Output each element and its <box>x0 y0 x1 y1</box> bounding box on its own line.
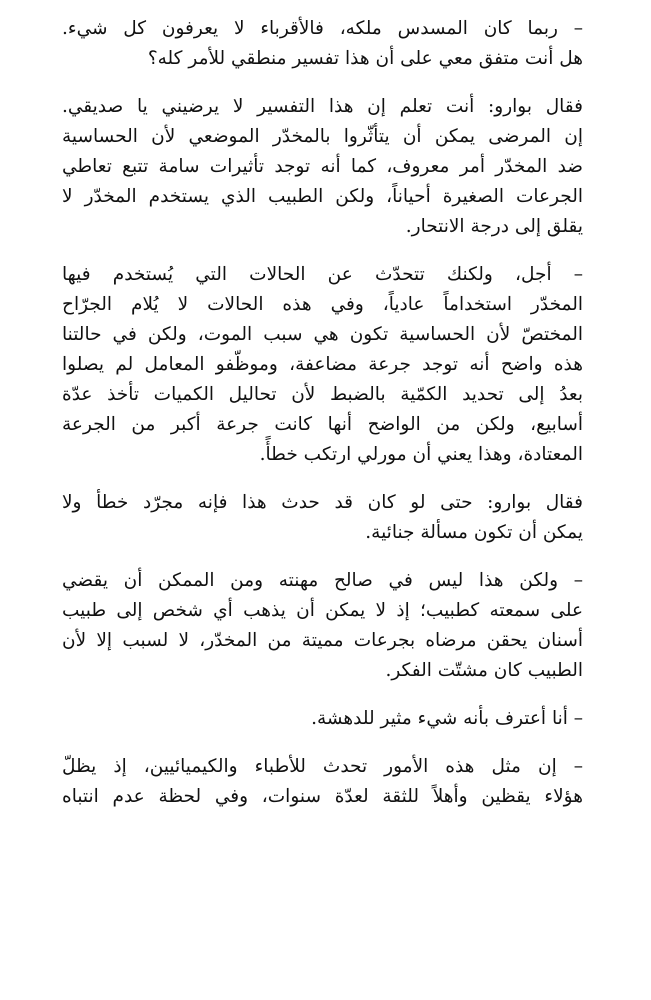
paragraph <box>62 566 583 686</box>
paragraph <box>62 92 583 242</box>
text-line: يمكن أن تكون مسألة جنائية. <box>365 522 583 543</box>
paragraph-spacer <box>62 686 583 704</box>
text-line: – ربما كان المسدس ملكه، فالأقرباء لا يعرفون كل شيء. <box>62 18 583 39</box>
text-line: المعتادة، وهذا يعني أن مورلي ارتكب خطأً. <box>259 444 583 465</box>
text-line: هل أنت متفق معي على أن هذا تفسير منطقي للأمر كله؟ <box>147 48 583 69</box>
text-line: إن المرضى يمكن أن يتأثّروا بالمخدّر الموضعي لأن الحساسية <box>62 126 583 147</box>
paragraph-spacer <box>62 470 583 488</box>
text-line: بعدُ إلى تحديد الكمّية بالضبط لأن تحاليل الكميات تأخذ عدّة <box>62 384 583 405</box>
text-line: يقلق إلى درجة الانتحار. <box>405 216 583 237</box>
paragraph-spacer <box>62 548 583 566</box>
text-line: على سمعته كطبيب؛ إذ لا يمكن أن يذهب أي شخص إلى طبيب <box>62 600 583 621</box>
text-line: المختصّ لأن الحساسية تكون هي سبب الموت، ولكن في حالتنا <box>62 324 583 345</box>
paragraph-spacer <box>62 734 583 752</box>
text-line: – إن مثل هذه الأمور تحدث للأطباء والكيميائيين، إذ يظلّ <box>62 756 583 777</box>
paragraph <box>62 704 583 734</box>
text-line: المخدّر استخداماً عادياً، وفي هذه الحالات لا يُلام الجرّاح <box>62 294 583 315</box>
text-line: – أجل، ولكنك تتحدّث عن الحالات التي يُستخدم فيها <box>62 264 583 285</box>
text-line: فقال بوارو: حتى لو كان قد حدث هذا فإنه مجرّد خطأ ولا <box>62 492 583 513</box>
paragraph-spacer <box>62 74 583 92</box>
paragraph <box>62 488 583 548</box>
paragraph-spacer <box>62 242 583 260</box>
text-line: أسابيع، ولكن من الواضح أنها كانت جرعة أكبر من الجرعة <box>62 414 583 435</box>
text-line: الطبيب كان مشتّت الفكر. <box>385 660 583 681</box>
text-line: هذه واضح أنه توجد جرعة مضاعفة، وموظّفو المعامل لم يصلوا <box>62 354 583 375</box>
text-line: فقال بوارو: أنت تعلم إن هذا التفسير لا يرضيني يا صديقي. <box>62 96 583 117</box>
paragraph <box>62 752 583 812</box>
paragraph <box>62 14 583 74</box>
text-line: هؤلاء يقظين وأهلاً للثقة لعدّة سنوات، وفي لحظة عدم انتباه <box>62 786 583 807</box>
text-line: الجرعات الصغيرة أحياناً، ولكن الطبيب الذي يستخدم المخدّر لا <box>62 186 583 207</box>
text-line: ضد المخدّر أمر معروف، كما أنه توجد تأثيرات سامة تتبع تعاطي <box>62 156 583 177</box>
text-line: أسنان يحقن مرضاه بجرعات مميتة من المخدّر، لا لسبب إلا لأن <box>62 630 583 651</box>
paragraph <box>62 260 583 470</box>
text-line: – أنا أعترف بأنه شيء مثير للدهشة. <box>311 708 583 729</box>
text-line: – ولكن هذا ليس في صالح مهنته ومن الممكن أن يقضي <box>62 570 583 591</box>
